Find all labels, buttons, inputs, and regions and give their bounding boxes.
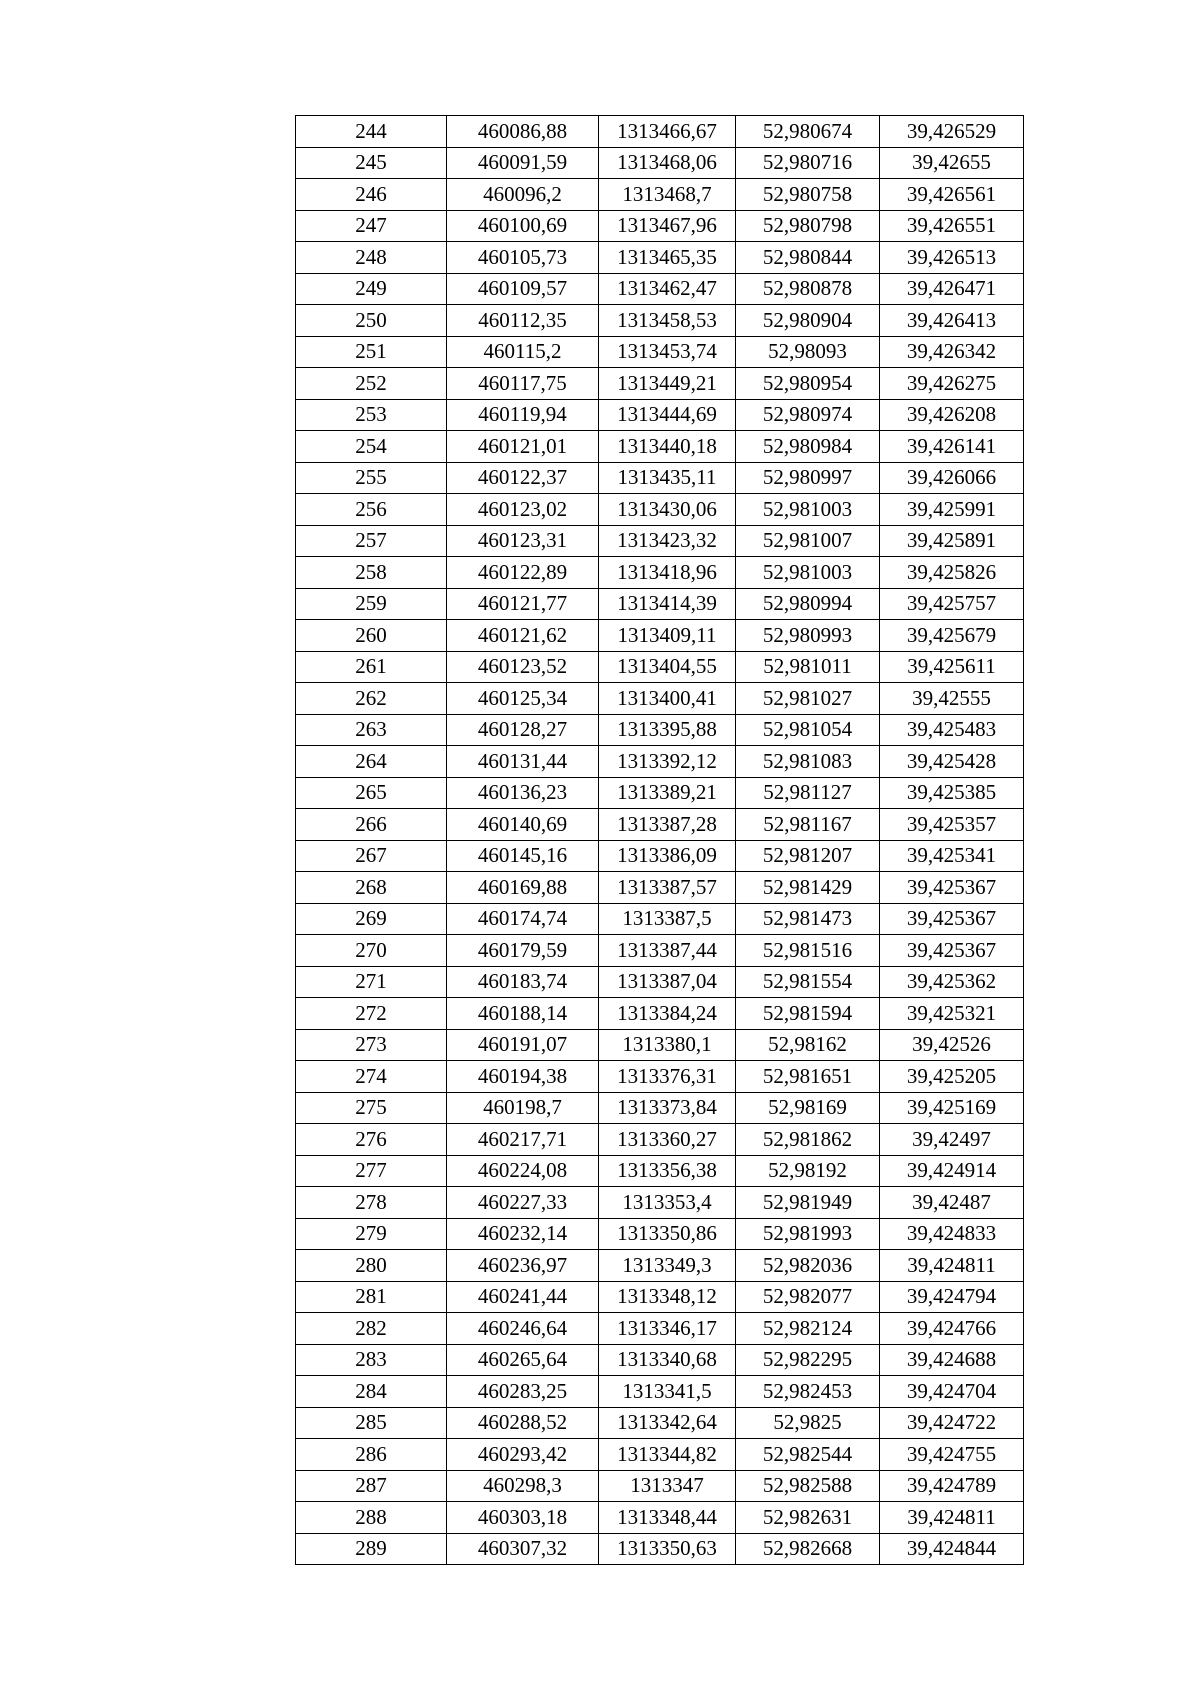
point-number-cell: 273	[296, 1029, 447, 1061]
y-coordinate-cell: 1313346,17	[599, 1313, 736, 1345]
y-coordinate-cell: 1313347	[599, 1470, 736, 1502]
table-row	[296, 1092, 1024, 1124]
longitude-cell: 39,425367	[880, 935, 1024, 967]
point-number-cell: 284	[296, 1376, 447, 1408]
longitude-cell: 39,425321	[880, 998, 1024, 1030]
point-number-cell: 259	[296, 588, 447, 620]
y-coordinate-cell: 1313400,41	[599, 683, 736, 715]
y-coordinate-cell: 1313342,64	[599, 1407, 736, 1439]
point-number-cell: 274	[296, 1061, 447, 1093]
latitude-cell: 52,981011	[736, 651, 880, 683]
longitude-cell: 39,42526	[880, 1029, 1024, 1061]
y-coordinate-cell: 1313348,44	[599, 1502, 736, 1534]
point-number-cell: 247	[296, 210, 447, 242]
longitude-cell: 39,424833	[880, 1218, 1024, 1250]
table-row	[296, 1124, 1024, 1156]
point-number-cell: 264	[296, 746, 447, 778]
table-row	[296, 620, 1024, 652]
table-row	[296, 179, 1024, 211]
table-row	[296, 1344, 1024, 1376]
table-row	[296, 210, 1024, 242]
x-coordinate-cell: 460198,7	[447, 1092, 599, 1124]
point-number-cell: 263	[296, 714, 447, 746]
latitude-cell: 52,982124	[736, 1313, 880, 1345]
point-number-cell: 288	[296, 1502, 447, 1534]
table-row	[296, 1376, 1024, 1408]
table-row	[296, 809, 1024, 841]
latitude-cell: 52,980993	[736, 620, 880, 652]
longitude-cell: 39,426471	[880, 273, 1024, 305]
y-coordinate-cell: 1313404,55	[599, 651, 736, 683]
point-number-cell: 244	[296, 116, 447, 148]
latitude-cell: 52,980984	[736, 431, 880, 463]
x-coordinate-cell: 460293,42	[447, 1439, 599, 1471]
point-number-cell: 258	[296, 557, 447, 589]
point-number-cell: 245	[296, 147, 447, 179]
latitude-cell: 52,980954	[736, 368, 880, 400]
y-coordinate-cell: 1313376,31	[599, 1061, 736, 1093]
longitude-cell: 39,424722	[880, 1407, 1024, 1439]
latitude-cell: 52,981473	[736, 903, 880, 935]
y-coordinate-cell: 1313430,06	[599, 494, 736, 526]
latitude-cell: 52,981651	[736, 1061, 880, 1093]
table-row	[296, 1061, 1024, 1093]
y-coordinate-cell: 1313444,69	[599, 399, 736, 431]
y-coordinate-cell: 1313435,11	[599, 462, 736, 494]
table-row	[296, 305, 1024, 337]
longitude-cell: 39,425367	[880, 872, 1024, 904]
table-row	[296, 1029, 1024, 1061]
y-coordinate-cell: 1313387,57	[599, 872, 736, 904]
longitude-cell: 39,42487	[880, 1187, 1024, 1219]
point-number-cell: 286	[296, 1439, 447, 1471]
table-row	[296, 935, 1024, 967]
latitude-cell: 52,982588	[736, 1470, 880, 1502]
latitude-cell: 52,981167	[736, 809, 880, 841]
point-number-cell: 254	[296, 431, 447, 463]
longitude-cell: 39,42655	[880, 147, 1024, 179]
latitude-cell: 52,982295	[736, 1344, 880, 1376]
x-coordinate-cell: 460121,01	[447, 431, 599, 463]
x-coordinate-cell: 460117,75	[447, 368, 599, 400]
point-number-cell: 280	[296, 1250, 447, 1282]
x-coordinate-cell: 460224,08	[447, 1155, 599, 1187]
longitude-cell: 39,424766	[880, 1313, 1024, 1345]
latitude-cell: 52,981949	[736, 1187, 880, 1219]
x-coordinate-cell: 460123,31	[447, 525, 599, 557]
table-row	[296, 1218, 1024, 1250]
x-coordinate-cell: 460096,2	[447, 179, 599, 211]
longitude-cell: 39,425891	[880, 525, 1024, 557]
point-number-cell: 251	[296, 336, 447, 368]
longitude-cell: 39,426275	[880, 368, 1024, 400]
x-coordinate-cell: 460174,74	[447, 903, 599, 935]
table-row	[296, 116, 1024, 148]
table-row	[296, 431, 1024, 463]
table-row	[296, 746, 1024, 778]
y-coordinate-cell: 1313414,39	[599, 588, 736, 620]
point-number-cell: 272	[296, 998, 447, 1030]
table-row	[296, 336, 1024, 368]
latitude-cell: 52,980997	[736, 462, 880, 494]
latitude-cell: 52,981429	[736, 872, 880, 904]
x-coordinate-cell: 460119,94	[447, 399, 599, 431]
longitude-cell: 39,425757	[880, 588, 1024, 620]
point-number-cell: 260	[296, 620, 447, 652]
x-coordinate-cell: 460140,69	[447, 809, 599, 841]
y-coordinate-cell: 1313453,74	[599, 336, 736, 368]
latitude-cell: 52,982077	[736, 1281, 880, 1313]
x-coordinate-cell: 460288,52	[447, 1407, 599, 1439]
longitude-cell: 39,425367	[880, 903, 1024, 935]
longitude-cell: 39,425483	[880, 714, 1024, 746]
x-coordinate-cell: 460123,02	[447, 494, 599, 526]
table-row	[296, 840, 1024, 872]
table-row	[296, 1439, 1024, 1471]
y-coordinate-cell: 1313468,7	[599, 179, 736, 211]
latitude-cell: 52,98192	[736, 1155, 880, 1187]
longitude-cell: 39,426551	[880, 210, 1024, 242]
table-row	[296, 368, 1024, 400]
point-number-cell: 281	[296, 1281, 447, 1313]
latitude-cell: 52,982668	[736, 1533, 880, 1565]
y-coordinate-cell: 1313395,88	[599, 714, 736, 746]
x-coordinate-cell: 460112,35	[447, 305, 599, 337]
latitude-cell: 52,980844	[736, 242, 880, 274]
x-coordinate-cell: 460241,44	[447, 1281, 599, 1313]
latitude-cell: 52,981207	[736, 840, 880, 872]
longitude-cell: 39,424794	[880, 1281, 1024, 1313]
point-number-cell: 283	[296, 1344, 447, 1376]
table-row	[296, 683, 1024, 715]
longitude-cell: 39,425169	[880, 1092, 1024, 1124]
y-coordinate-cell: 1313344,82	[599, 1439, 736, 1471]
longitude-cell: 39,426413	[880, 305, 1024, 337]
longitude-cell: 39,424914	[880, 1155, 1024, 1187]
y-coordinate-cell: 1313392,12	[599, 746, 736, 778]
point-number-cell: 278	[296, 1187, 447, 1219]
longitude-cell: 39,426529	[880, 116, 1024, 148]
latitude-cell: 52,982036	[736, 1250, 880, 1282]
x-coordinate-cell: 460100,69	[447, 210, 599, 242]
x-coordinate-cell: 460121,77	[447, 588, 599, 620]
longitude-cell: 39,426141	[880, 431, 1024, 463]
point-number-cell: 268	[296, 872, 447, 904]
longitude-cell: 39,425826	[880, 557, 1024, 589]
y-coordinate-cell: 1313387,28	[599, 809, 736, 841]
longitude-cell: 39,425679	[880, 620, 1024, 652]
y-coordinate-cell: 1313409,11	[599, 620, 736, 652]
point-number-cell: 275	[296, 1092, 447, 1124]
table-row	[296, 966, 1024, 998]
longitude-cell: 39,425362	[880, 966, 1024, 998]
point-number-cell: 282	[296, 1313, 447, 1345]
x-coordinate-cell: 460217,71	[447, 1124, 599, 1156]
x-coordinate-cell: 460136,23	[447, 777, 599, 809]
longitude-cell: 39,424811	[880, 1502, 1024, 1534]
x-coordinate-cell: 460125,34	[447, 683, 599, 715]
table-row	[296, 1313, 1024, 1345]
longitude-cell: 39,424704	[880, 1376, 1024, 1408]
table-row	[296, 273, 1024, 305]
table-row	[296, 1155, 1024, 1187]
y-coordinate-cell: 1313440,18	[599, 431, 736, 463]
x-coordinate-cell: 460115,2	[447, 336, 599, 368]
longitude-cell: 39,424789	[880, 1470, 1024, 1502]
point-number-cell: 262	[296, 683, 447, 715]
table-row	[296, 525, 1024, 557]
longitude-cell: 39,426342	[880, 336, 1024, 368]
longitude-cell: 39,425991	[880, 494, 1024, 526]
longitude-cell: 39,426208	[880, 399, 1024, 431]
latitude-cell: 52,981127	[736, 777, 880, 809]
latitude-cell: 52,981516	[736, 935, 880, 967]
y-coordinate-cell: 1313418,96	[599, 557, 736, 589]
x-coordinate-cell: 460086,88	[447, 116, 599, 148]
point-number-cell: 270	[296, 935, 447, 967]
point-number-cell: 261	[296, 651, 447, 683]
latitude-cell: 52,98093	[736, 336, 880, 368]
x-coordinate-cell: 460307,32	[447, 1533, 599, 1565]
longitude-cell: 39,424688	[880, 1344, 1024, 1376]
point-number-cell: 256	[296, 494, 447, 526]
table-row	[296, 147, 1024, 179]
y-coordinate-cell: 1313465,35	[599, 242, 736, 274]
table-row	[296, 1250, 1024, 1282]
latitude-cell: 52,980716	[736, 147, 880, 179]
longitude-cell: 39,426561	[880, 179, 1024, 211]
x-coordinate-cell: 460265,64	[447, 1344, 599, 1376]
point-number-cell: 279	[296, 1218, 447, 1250]
point-number-cell: 257	[296, 525, 447, 557]
latitude-cell: 52,981554	[736, 966, 880, 998]
latitude-cell: 52,981083	[736, 746, 880, 778]
latitude-cell: 52,981003	[736, 494, 880, 526]
longitude-cell: 39,425357	[880, 809, 1024, 841]
y-coordinate-cell: 1313349,3	[599, 1250, 736, 1282]
x-coordinate-cell: 460121,62	[447, 620, 599, 652]
y-coordinate-cell: 1313449,21	[599, 368, 736, 400]
x-coordinate-cell: 460191,07	[447, 1029, 599, 1061]
table-row	[296, 903, 1024, 935]
table-row	[296, 588, 1024, 620]
latitude-cell: 52,980974	[736, 399, 880, 431]
point-number-cell: 267	[296, 840, 447, 872]
table-row	[296, 462, 1024, 494]
y-coordinate-cell: 1313468,06	[599, 147, 736, 179]
longitude-cell: 39,425385	[880, 777, 1024, 809]
x-coordinate-cell: 460246,64	[447, 1313, 599, 1345]
x-coordinate-cell: 460169,88	[447, 872, 599, 904]
latitude-cell: 52,981862	[736, 1124, 880, 1156]
point-number-cell: 250	[296, 305, 447, 337]
point-number-cell: 246	[296, 179, 447, 211]
y-coordinate-cell: 1313380,1	[599, 1029, 736, 1061]
x-coordinate-cell: 460183,74	[447, 966, 599, 998]
latitude-cell: 52,980904	[736, 305, 880, 337]
x-coordinate-cell: 460232,14	[447, 1218, 599, 1250]
x-coordinate-cell: 460145,16	[447, 840, 599, 872]
latitude-cell: 52,980798	[736, 210, 880, 242]
latitude-cell: 52,980994	[736, 588, 880, 620]
y-coordinate-cell: 1313389,21	[599, 777, 736, 809]
x-coordinate-cell: 460283,25	[447, 1376, 599, 1408]
longitude-cell: 39,425611	[880, 651, 1024, 683]
latitude-cell: 52,982544	[736, 1439, 880, 1471]
point-number-cell: 289	[296, 1533, 447, 1565]
table-row	[296, 1187, 1024, 1219]
x-coordinate-cell: 460123,52	[447, 651, 599, 683]
x-coordinate-cell: 460194,38	[447, 1061, 599, 1093]
point-number-cell: 285	[296, 1407, 447, 1439]
y-coordinate-cell: 1313387,04	[599, 966, 736, 998]
table-row	[296, 1533, 1024, 1565]
x-coordinate-cell: 460179,59	[447, 935, 599, 967]
table-row	[296, 1407, 1024, 1439]
y-coordinate-cell: 1313341,5	[599, 1376, 736, 1408]
y-coordinate-cell: 1313387,5	[599, 903, 736, 935]
table-row	[296, 872, 1024, 904]
latitude-cell: 52,981027	[736, 683, 880, 715]
y-coordinate-cell: 1313423,32	[599, 525, 736, 557]
longitude-cell: 39,426066	[880, 462, 1024, 494]
y-coordinate-cell: 1313353,4	[599, 1187, 736, 1219]
point-number-cell: 276	[296, 1124, 447, 1156]
x-coordinate-cell: 460236,97	[447, 1250, 599, 1282]
longitude-cell: 39,424811	[880, 1250, 1024, 1282]
x-coordinate-cell: 460122,37	[447, 462, 599, 494]
table-row	[296, 998, 1024, 1030]
x-coordinate-cell: 460131,44	[447, 746, 599, 778]
y-coordinate-cell: 1313350,63	[599, 1533, 736, 1565]
x-coordinate-cell: 460091,59	[447, 147, 599, 179]
latitude-cell: 52,980758	[736, 179, 880, 211]
point-number-cell: 249	[296, 273, 447, 305]
table-row	[296, 777, 1024, 809]
longitude-cell: 39,426513	[880, 242, 1024, 274]
longitude-cell: 39,425341	[880, 840, 1024, 872]
point-number-cell: 255	[296, 462, 447, 494]
y-coordinate-cell: 1313386,09	[599, 840, 736, 872]
longitude-cell: 39,424844	[880, 1533, 1024, 1565]
y-coordinate-cell: 1313348,12	[599, 1281, 736, 1313]
longitude-cell: 39,425428	[880, 746, 1024, 778]
latitude-cell: 52,981993	[736, 1218, 880, 1250]
y-coordinate-cell: 1313340,68	[599, 1344, 736, 1376]
point-number-cell: 287	[296, 1470, 447, 1502]
longitude-cell: 39,425205	[880, 1061, 1024, 1093]
latitude-cell: 52,981007	[736, 525, 880, 557]
latitude-cell: 52,9825	[736, 1407, 880, 1439]
point-number-cell: 265	[296, 777, 447, 809]
latitude-cell: 52,982453	[736, 1376, 880, 1408]
table-row	[296, 651, 1024, 683]
point-number-cell: 252	[296, 368, 447, 400]
coordinates-table	[295, 115, 1024, 1565]
latitude-cell: 52,981594	[736, 998, 880, 1030]
longitude-cell: 39,424755	[880, 1439, 1024, 1471]
y-coordinate-cell: 1313356,38	[599, 1155, 736, 1187]
latitude-cell: 52,981054	[736, 714, 880, 746]
longitude-cell: 39,42555	[880, 683, 1024, 715]
y-coordinate-cell: 1313466,67	[599, 116, 736, 148]
table-row	[296, 1502, 1024, 1534]
point-number-cell: 266	[296, 809, 447, 841]
point-number-cell: 277	[296, 1155, 447, 1187]
table-row	[296, 494, 1024, 526]
point-number-cell: 271	[296, 966, 447, 998]
x-coordinate-cell: 460128,27	[447, 714, 599, 746]
point-number-cell: 269	[296, 903, 447, 935]
latitude-cell: 52,981003	[736, 557, 880, 589]
x-coordinate-cell: 460122,89	[447, 557, 599, 589]
table-row	[296, 399, 1024, 431]
y-coordinate-cell: 1313384,24	[599, 998, 736, 1030]
x-coordinate-cell: 460227,33	[447, 1187, 599, 1219]
table-row	[296, 557, 1024, 589]
table-row	[296, 1470, 1024, 1502]
x-coordinate-cell: 460303,18	[447, 1502, 599, 1534]
latitude-cell: 52,980674	[736, 116, 880, 148]
table-row	[296, 242, 1024, 274]
point-number-cell: 248	[296, 242, 447, 274]
latitude-cell: 52,980878	[736, 273, 880, 305]
y-coordinate-cell: 1313462,47	[599, 273, 736, 305]
x-coordinate-cell: 460298,3	[447, 1470, 599, 1502]
y-coordinate-cell: 1313387,44	[599, 935, 736, 967]
latitude-cell: 52,98169	[736, 1092, 880, 1124]
y-coordinate-cell: 1313467,96	[599, 210, 736, 242]
longitude-cell: 39,42497	[880, 1124, 1024, 1156]
coordinates-table-body	[296, 116, 1024, 1565]
y-coordinate-cell: 1313458,53	[599, 305, 736, 337]
x-coordinate-cell: 460105,73	[447, 242, 599, 274]
table-row	[296, 714, 1024, 746]
y-coordinate-cell: 1313373,84	[599, 1092, 736, 1124]
latitude-cell: 52,98162	[736, 1029, 880, 1061]
point-number-cell: 253	[296, 399, 447, 431]
x-coordinate-cell: 460188,14	[447, 998, 599, 1030]
latitude-cell: 52,982631	[736, 1502, 880, 1534]
y-coordinate-cell: 1313350,86	[599, 1218, 736, 1250]
table-row	[296, 1281, 1024, 1313]
x-coordinate-cell: 460109,57	[447, 273, 599, 305]
y-coordinate-cell: 1313360,27	[599, 1124, 736, 1156]
